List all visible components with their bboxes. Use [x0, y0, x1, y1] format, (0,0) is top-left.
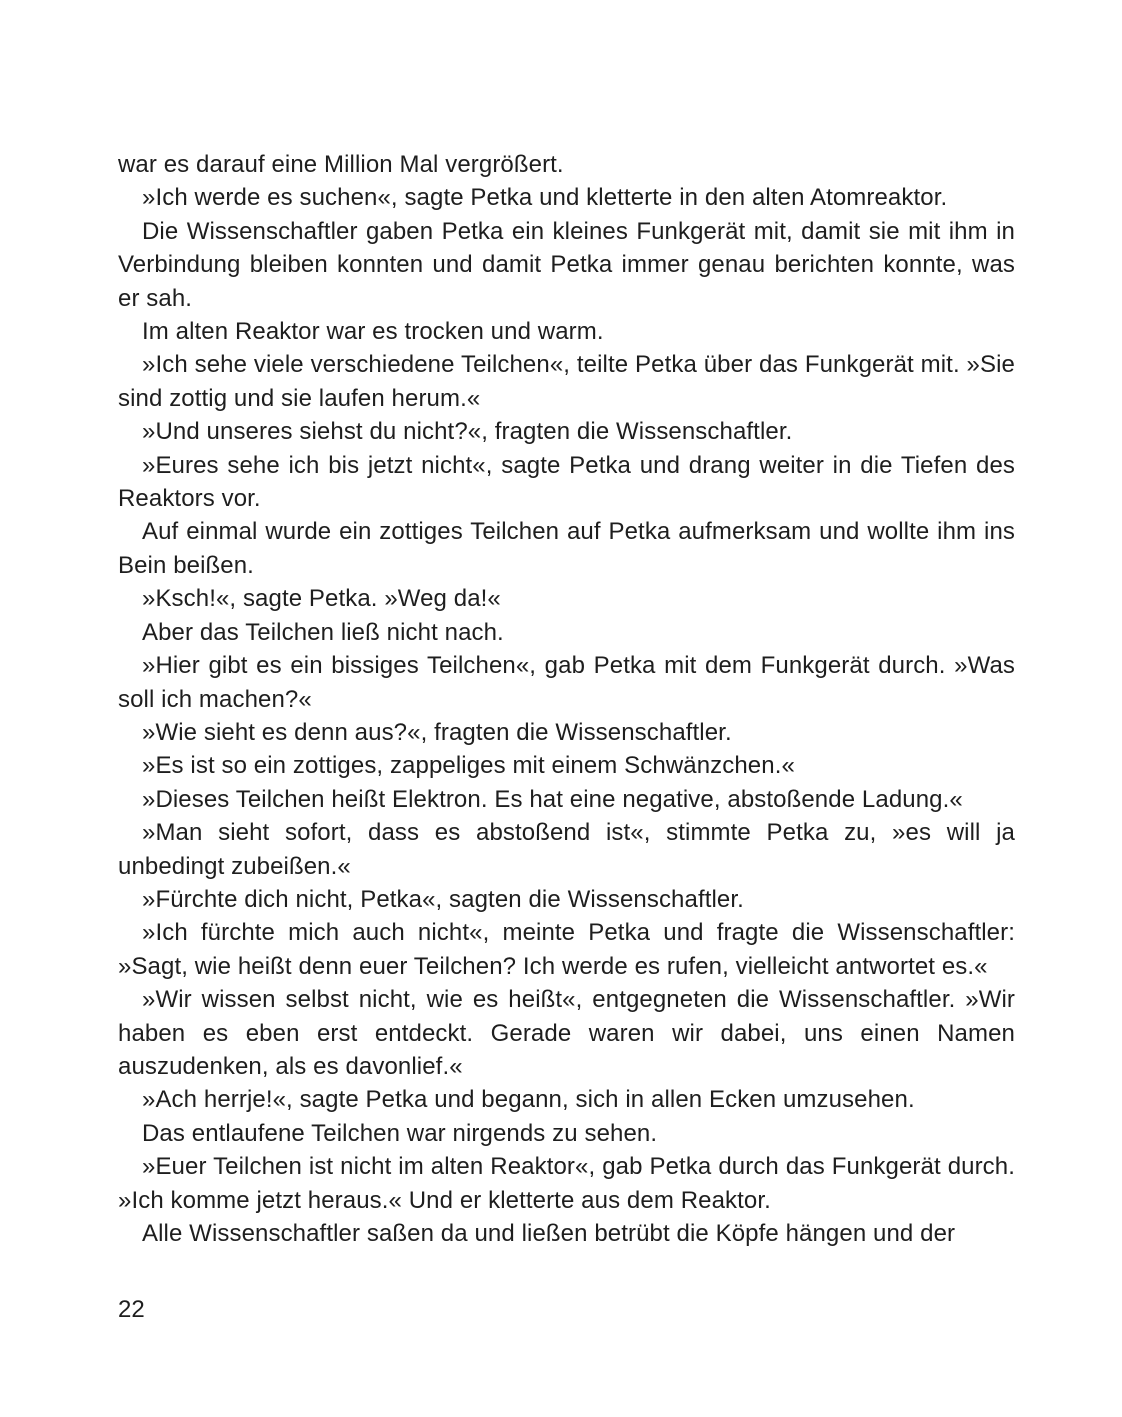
paragraph: Im alten Reaktor war es trocken und warm. — [142, 318, 604, 346]
paragraph: »Euer Teilchen ist nicht im alten Reaktor«, gab Petka durch das Funkgerät durch. »Ich komme jetzt heraus.« Und er kletterte aus dem Reaktor. — [118, 1153, 1015, 1214]
paragraph: »Man sieht sofort, dass es abstoßend ist«, stimmte Petka zu, »es will ja unbedingt zubeißen.« — [118, 819, 1015, 880]
page-number: 22 — [118, 1296, 145, 1323]
paragraph: »Ich werde es suchen«, sagte Petka und kletterte in den alten Atomreaktor. — [142, 184, 948, 212]
paragraph: Aber das Teilchen ließ nicht nach. — [142, 618, 504, 646]
paragraph: »Ksch!«, sagte Petka. »Weg da!« — [142, 585, 501, 613]
paragraph: Die Wissenschaftler gaben Petka ein kleines Funkgerät mit, damit sie mit ihm in Verbindung bleiben konnten und damit Petka immer genau berichten konnte, was er sah. — [118, 217, 1015, 312]
paragraph: »Hier gibt es ein bissiges Teilchen«, gab Petka mit dem Funkgerät durch. »Was soll ich machen?« — [118, 652, 1015, 713]
paragraph-continuation: war es darauf eine Million Mal vergrößert. — [118, 151, 564, 178]
paragraph: Alle Wissenschaftler saßen da und ließen betrübt die Köpfe hängen und der — [142, 1220, 956, 1247]
paragraph: »Ich sehe viele verschiedene Teilchen«, teilte Petka über das Funkgerät mit. »Sie sind zottig und sie laufen herum.« — [118, 351, 1015, 412]
paragraph: »Es ist so ein zottiges, zappeliges mit einem Schwänzchen.« — [142, 752, 795, 780]
paragraph: Das entlaufene Teilchen war nirgends zu sehen. — [142, 1119, 658, 1147]
paragraph: »Ich fürchte mich auch nicht«, meinte Petka und fragte die Wissenschaftler: »Sagt, wie heißt denn euer Teilchen? Ich werde es rufen, vielleicht antwortet es.« — [118, 919, 1015, 980]
paragraph: »Ach herrje!«, sagte Petka und begann, sich in allen Ecken umzusehen. — [142, 1086, 915, 1114]
paragraph: »Wir wissen selbst nicht, wie es heißt«, entgegneten die Wissenschaftler. »Wir haben es eben erst entdeckt. Gerade waren wir dabei, uns einen Namen auszudenken, als es davonlief.« — [118, 986, 1015, 1080]
paragraph: Auf einmal wurde ein zottiges Teilchen auf Petka aufmerksam und wollte ihm ins Bein beißen. — [118, 518, 1015, 579]
paragraph: »Wie sieht es denn aus?«, fragten die Wissenschaftler. — [142, 718, 732, 746]
paragraph: »Und unseres siehst du nicht?«, fragten die Wissenschaftler. — [142, 418, 793, 446]
paragraph: »Eures sehe ich bis jetzt nicht«, sagte Petka und drang weiter in die Tiefen des Reaktors vor. — [118, 451, 1015, 513]
body-text — [118, 148, 1015, 1250]
paragraph: »Fürchte dich nicht, Petka«, sagten die Wissenschaftler. — [142, 885, 744, 913]
paragraph: »Dieses Teilchen heißt Elektron. Es hat eine negative, abstoßende Ladung.« — [142, 785, 963, 813]
